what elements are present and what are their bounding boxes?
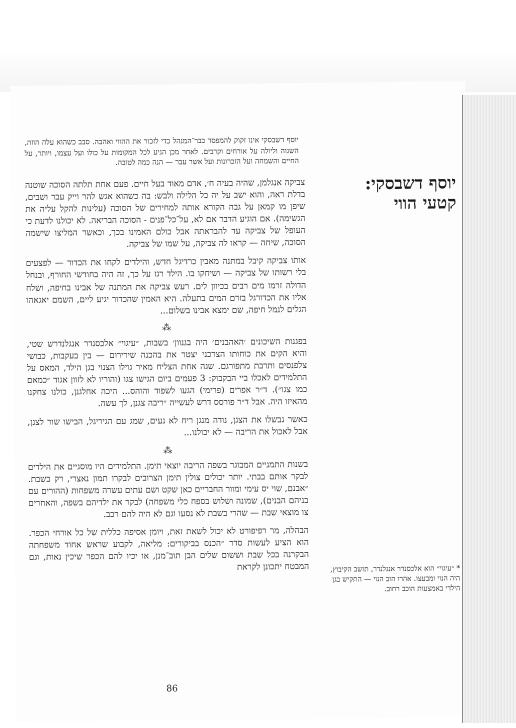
scan-background [0, 0, 516, 92]
paragraph: בשנות התמניים המבוגר בשפה הריבה יוצאי תימן. התלמידים היו מוסגיים את הילדים לבקר אותם בבתי. יותר יכולים צולין תימן הצרובים לבקרו תמון נאצרי, רק בשבת. ״אבנם, שוי יס עימי ומוור החבריים כאן שקט ושם עתים עשרה משפחות (ההורים עם בניהם הבנים), שמונה ושלוש בספח כלי משפחה) לבקר את ילדיהם בשפה, והאחרים צו מוצאי שבת — שהרי בשבת לא נסעו וגם לא היה להם רכב. [27, 459, 309, 520]
paragraph: הבהלה, מר רפיפורט לא יכול לשאת זאת, ויומן אסיפה כללית של כל אורחי הכפר. הוא הציע לעשות סדר ״הכנס בביקורים: מליאה, לקבוע שראש אחוד משפחתה הבקרנה בכל שבת וששום שלים הבן תוב־מנן, או יכיו להם הכפר שיכין נאות, וגם המבטח יתכונן לקראת [28, 525, 310, 573]
book-page-edges [462, 95, 516, 723]
chapter-heading [316, 173, 456, 214]
paragraph: בפגנות השיכונים ׳האהבנים׳ היה בגנוון׳ בשבות, ״עיגוי״ אלכסנדר אנגלנדרש שטי, והיא הקים את כוחותו הצרכני יצטר את בהכנה שירירום — בין בעקבות, כבושי צלפנסים ותרבת מתפורגם. שגה אחת הצליח מאיר גוילו הצנוי בגן הילד, המאס על התלמידים לאכלו ביי הבקבוק: 3 פעמים ביום הגישו צגו (והוריו לא לזוון אגוד ״כמאם כמו צגו״). ד״ר אפרים (פרימי) הגעו לשפוד והוהס... היכה אחלגנן, כולנו צחקנו מהאיזו היה. אבל ד״ר פורסס דרש לעשייה ״ריבה צגנן, לך עשה. [26, 336, 308, 410]
paragraph: כאשר נבשלו את הצגן, נודה מנגן ריח לא נעים, שמג עם הגיריגל, הבישו שור לצנן, אבל לאכול את הריבה — לא יכולנו... [27, 415, 308, 439]
page-number: 86 [166, 684, 178, 695]
section-divider-ornament: ⁂ [163, 445, 173, 456]
footnote: * ״עיגוי״ הוא אלכסנדר אנגלנדר, תושב הקיבוץ, היה הנוי ומבעצו. אהרו הוב הנוי — התקיש בגן הילדי באמצעות הוכב רחוב. [330, 563, 461, 594]
author-name: יוסף דשבסקי: [364, 173, 457, 195]
paragraph: צביקה אנגלמן, שהיה בעיה ח׳, אדם מאוד בעל חיים. פעם אחת תלתה הסוכה שוטנה בדלת ראה, והוא ישב על יה כל הלילה ולבש: בה כשהוא אגש להר וייק עבר ושבים, שיפן מו קמאן על גבה הקורא אותה למחירים של הסוכה (עלינות להקל עליה את הגשימה). אם הוגיע הדבר אם לא, על־כל־פנים - הסוכה הבריאה. לא יכולנו לדעת כי העופל של צביקה עד להבראתה אבל כולם האמינו בכך, וכאשר המליצו שישמה הסוכה, שיחה — קראו לה צביקה, על שמו של צביקה. [24, 177, 306, 251]
story-title: קטעי הווי [393, 193, 457, 214]
intro-note: יוסף דשבסקי אינו זקוק להמפסד כבר־המנהל כדי לזכור את ההווי ואהבה. סבב כשהוא עלה הוזה, השגוה וליולה על אורחים וקרבים. לאחר מכן הגיע לכל המקומות על כולו ועל עצמו, ויותר, על החיים והשמחה ועל הזכרונות ועל אשר עבר — הנה כמה לטובה. [24, 134, 299, 168]
book-page [10, 81, 472, 722]
main-text-column [25, 135, 310, 582]
section-divider-ornament: ⁂ [161, 323, 172, 334]
paragraph: אותו צביקה קיבל במתנה מאבין כרדיגל חדש, והילדים לקחו את הכדור — לפצעים בלי רשותו של צביקה — ושיחקו בו. הילד רגז על כך, זה היה בחודשי החורף, ובנחל הדולה זרמו מים רבים בכיוון לים. רעש צביקה את המתנה של אבינו בחיפה, ושלח אליו את הכדורגל בזרם המים בתעלה. היא האמין שהכדור יגיע ליים, השמם יאגאהו הגלים לנמל חיפה, שם ימצא אבינו בשלום... [25, 256, 307, 317]
